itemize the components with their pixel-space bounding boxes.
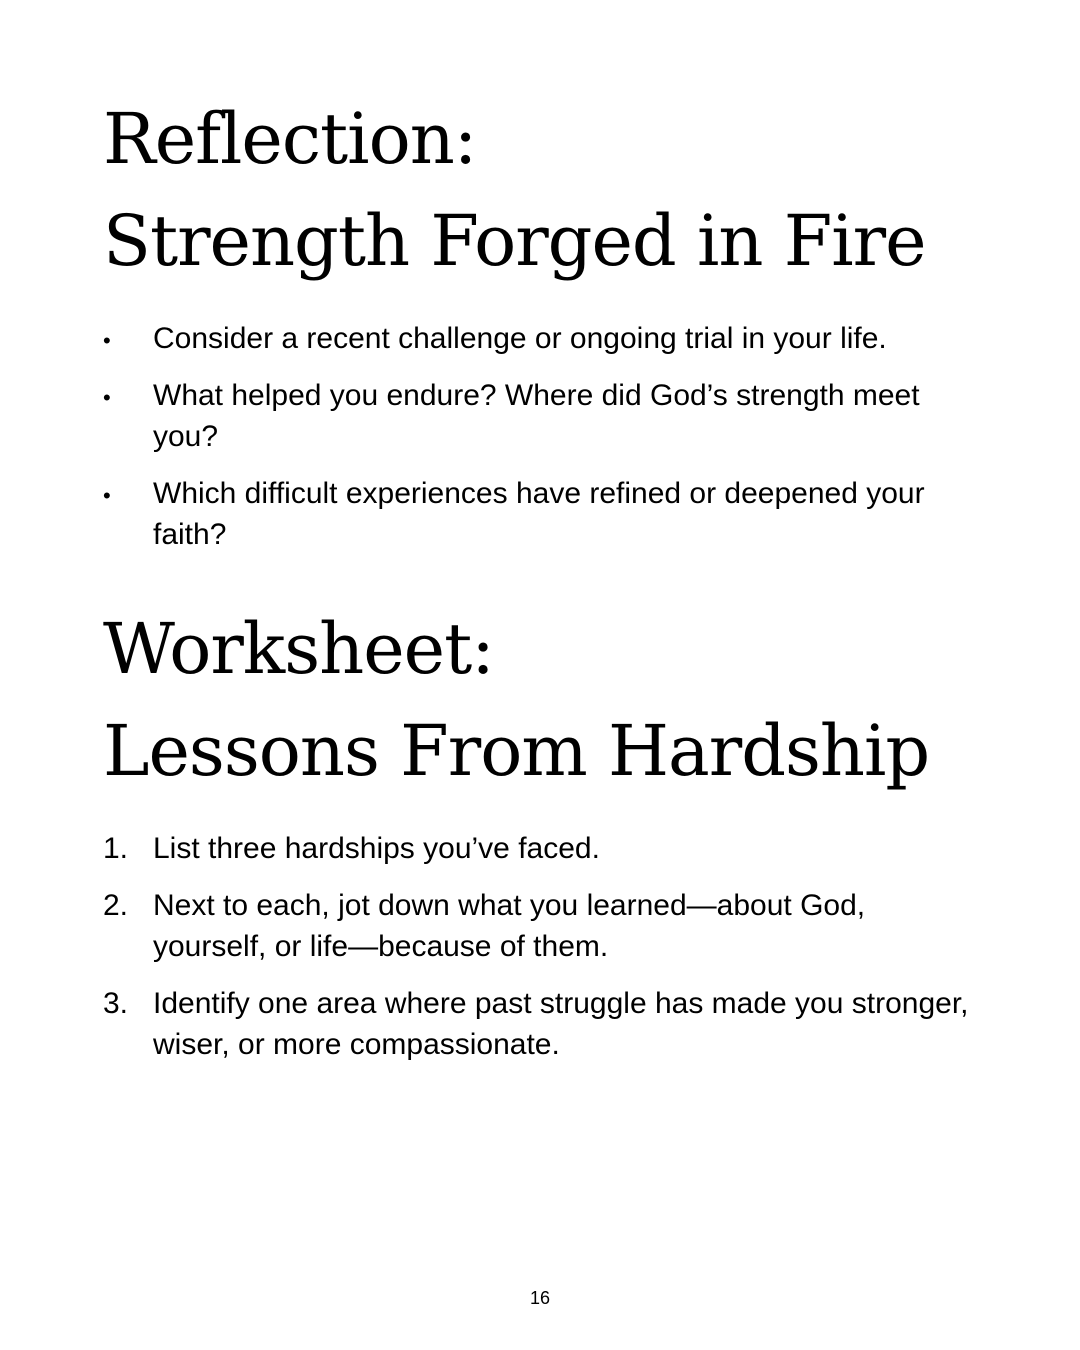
reflection-item-text: What helped you endure? Where did God’s strength meet you? [153, 379, 920, 453]
reflection-list-item [103, 473, 983, 555]
worksheet-numbered-list [103, 828, 983, 1065]
reflection-list-item [103, 318, 983, 359]
worksheet-list-item [103, 885, 983, 967]
worksheet-item-text: List three hardships you’ve faced. [153, 832, 600, 865]
reflection-item-text: Which difficult experiences have refined or deepened your faith? [153, 477, 925, 551]
worksheet-list-item [103, 828, 983, 869]
reflection-bullet-list [103, 318, 983, 555]
bullet-marker: • [103, 385, 111, 410]
reflection-heading-line1: Reflection: [103, 98, 477, 180]
worksheet-item-text: Next to each, jot down what you learned—about God, yourself, or life—because of them. [153, 889, 866, 963]
worksheet-list-item [103, 983, 983, 1065]
reflection-heading [103, 88, 983, 292]
bullet-marker: • [103, 328, 111, 353]
worksheet-item-text: Identify one area where past struggle has made you stronger, wiser, or more compassionate. [153, 987, 969, 1061]
item-number: 2. [103, 889, 129, 922]
reflection-item-text: Consider a recent challenge or ongoing trial in your life. [153, 322, 887, 355]
reflection-section [103, 88, 983, 571]
worksheet-heading [103, 598, 983, 802]
reflection-heading-line2: Strength Forged in Fire [103, 200, 926, 282]
reflection-list-item [103, 375, 983, 457]
worksheet-heading-line2: Lessons From Hardship [103, 710, 930, 792]
item-number: 1. [103, 832, 129, 865]
worksheet-heading-line1: Worksheet: [103, 608, 494, 690]
bullet-marker: • [103, 483, 111, 508]
item-number: 3. [103, 987, 129, 1020]
worksheet-section [103, 598, 983, 1081]
page-number: 16 [529, 1288, 551, 1308]
